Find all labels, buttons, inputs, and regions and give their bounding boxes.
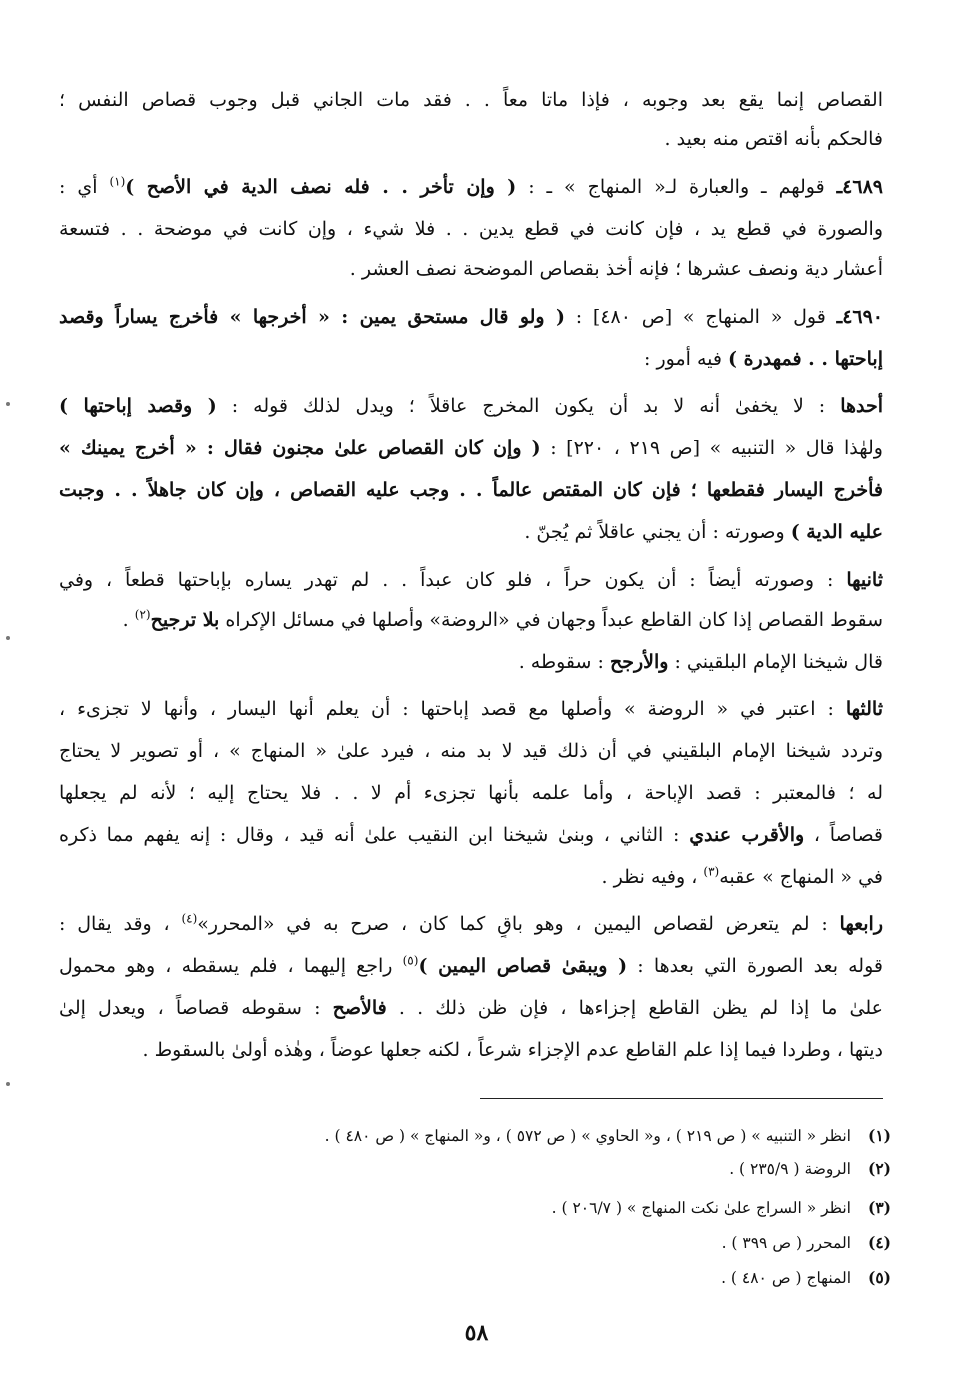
quoted-text: عليه الدية ) xyxy=(790,521,883,543)
scan-speck xyxy=(6,1082,10,1086)
text: والصورة في قطع يد ، فإن كانت في قطع يدين . . فلا شيء ، وإن كانت في موضحة . . فتسعة xyxy=(59,218,883,240)
body-line xyxy=(59,476,883,504)
text: : لم يتعرض لقصاص اليمين ، وهو باقٍ كما كان ، صرح به في «المحرر» xyxy=(197,913,840,935)
quoted-text: ( وقصد إباحتها ) xyxy=(59,395,217,417)
footnote xyxy=(251,1124,891,1148)
footnote xyxy=(251,1196,891,1220)
text: . xyxy=(122,609,135,631)
footnote-ref: (١) xyxy=(109,174,126,189)
footnote-number: (٤) xyxy=(867,1233,891,1252)
footnote-number: (١) xyxy=(867,1126,891,1145)
body-line xyxy=(59,1036,883,1064)
text: قولهم ـ والعبارة لـ« المنهاج » ـ : xyxy=(516,176,837,198)
text: : سقوطه . xyxy=(518,651,610,673)
page-number: ٥٨ xyxy=(464,1320,489,1346)
footnote-text: المنهاج ( ص ٤٨٠ ) . xyxy=(721,1269,851,1287)
footnote-number: (٢) xyxy=(867,1159,891,1178)
body-line xyxy=(59,86,883,114)
point-heading: ثالثها xyxy=(845,698,883,720)
body-line xyxy=(59,434,883,462)
body-line xyxy=(59,518,883,546)
footnote-separator xyxy=(480,1098,883,1099)
text: علىٰ ما إذا لم يظن القاطع إجزاءها ، فإن ظن ذلك . . xyxy=(386,997,883,1019)
quoted-text: ( وإن تأخر . . فله نصف الدية في الأصح ) xyxy=(125,176,517,198)
text: : اعتبر في « الروضة » وأصلها مع قصد إباحتها : أن يعلم أنها اليسار ، وأنها لا تجزىء ، xyxy=(59,698,846,720)
text: سقوط القصاص إذا كان القاطع عبداً وجهان في «الروضة» وأصلها في مسائل الإكراه xyxy=(219,609,883,631)
quoted-text: بلا ترجيح xyxy=(150,609,220,631)
scan-speck xyxy=(6,402,10,406)
keyword: والأرجح xyxy=(609,651,669,673)
point-heading: رابعها xyxy=(839,913,883,935)
body-line xyxy=(59,606,883,634)
footnote-text: المحرر ( ص ٣٩٩ ) . xyxy=(721,1234,851,1252)
point-heading: ثانيها xyxy=(846,569,883,591)
text: أعشار دية ونصف عشرها ؛ فإنه أخذ بقصاص الموضحة نصف العشر . xyxy=(349,258,883,280)
body-line xyxy=(59,566,883,594)
text: : الثاني ، وبنىٰ شيخنا ابن النقيب علىٰ أنه قيد ، وقال : إنه يفهم مما ذكره xyxy=(59,824,690,846)
text: قصاصاً ، xyxy=(804,824,883,846)
body-line xyxy=(59,994,883,1022)
footnote-number: (٣) xyxy=(867,1198,891,1217)
quoted-text: ( ولو قال مستحق يمين : « أخرجها » فأخرج يساراً وقصد xyxy=(59,306,565,328)
body-line xyxy=(59,648,883,676)
text: ، وقد يقال : xyxy=(59,913,182,935)
footnote-text: انظر « السراج علىٰ نكت المنهاج » ( ٢٠٦/٧ ) . xyxy=(551,1199,851,1217)
text: أي : xyxy=(59,176,110,198)
body-line xyxy=(59,910,883,938)
body-line xyxy=(59,255,883,283)
body-line xyxy=(59,173,883,201)
text: وصورته : أن يجني عاقلاً ثم يُجنّ . xyxy=(524,521,791,543)
text: ديتها ، وطردا فيما إذا علم القاطع عدم الإجزاء شرعاً ، لكنه جعلها عوضاً ، وهٰذه أولىٰ بالسقوط . xyxy=(142,1039,883,1061)
text: ولهٰذا قال « التنبيه » [ص ٢١٩ ، ٢٢٠] : xyxy=(540,437,883,459)
text: القصاص إنما يقع بعد وجوبه ، فإذا ماتا معاً . . فقد مات الجاني قبل وجوب قصاص النفس ؛ xyxy=(59,89,883,111)
entry-number: ٤٦٩٠ـ xyxy=(836,306,883,328)
footnote xyxy=(251,1157,891,1181)
footnote-text: الروضة ( ٢٣٥/٩ ) . xyxy=(729,1160,851,1178)
body-line xyxy=(59,779,883,807)
text: قوله بعد الصورة التي بعدها : xyxy=(627,955,883,977)
body-line xyxy=(59,215,883,243)
footnote-number: (٥) xyxy=(867,1268,891,1287)
text: له ؛ فالمعتبر : قصد الإباحة ، وأما علمه بأنها تجزىء أم لا . . فلا يحتاج إليه ؛ لأنه لم يجعلها xyxy=(59,782,883,804)
footnote xyxy=(251,1266,891,1290)
body-line xyxy=(59,695,883,723)
quoted-text: فأخرج اليسار فقطعها ؛ فإن كان المقتص عالماً . . وجب عليه القصاص ، وإن كان جاهلاً . . وجبت xyxy=(59,479,883,501)
footnote-text: انظر « التنبيه » ( ص ٢١٩ ) ، و« الحاوي » ( ص ٥٧٢ ) ، و« المنهاج » ( ص ٤٨٠ ) . xyxy=(324,1127,851,1145)
text: قول « المنهاج » [ص ٤٨٠] : xyxy=(564,306,837,328)
body-line xyxy=(59,392,883,420)
footnote-ref: (٤) xyxy=(181,911,198,926)
keyword: فالأصح xyxy=(332,997,387,1019)
text: في « المنهاج » عقبه xyxy=(719,866,883,888)
footnote xyxy=(251,1231,891,1255)
text: قال شيخنا الإمام البلقيني : xyxy=(668,651,883,673)
body-line xyxy=(59,863,883,891)
text: راجع إليهما ، فلم يسقطه ، وهو محمول xyxy=(59,955,403,977)
footnote-ref: (٢) xyxy=(134,607,151,622)
quoted-text: ( ويبقىٰ قصاص اليمين ) xyxy=(418,955,628,977)
footnote-ref: (٣) xyxy=(703,864,720,879)
quoted-text: إباحتها . . فمهدرة ) xyxy=(728,348,883,370)
text: وتردد شيخنا الإمام البلقيني في أن ذلك قيد لا بد منه ، فيرد علىٰ « المنهاج » ، أو تصوير لا يحتاج xyxy=(59,740,883,762)
body-line xyxy=(59,345,883,373)
body-line xyxy=(59,125,883,153)
text: فالحكم بأنه اقتص منه بعيد . xyxy=(664,128,883,150)
body-line xyxy=(59,952,883,980)
text: : سقوطه قصاصاً ، ويعدل إلىٰ xyxy=(59,997,333,1019)
scan-speck xyxy=(6,636,10,640)
body-line xyxy=(59,821,883,849)
text: ، وفيه نظر . xyxy=(601,866,704,888)
text: : وصورته أيضاً : أن يكون حراً ، فلو كان عبداً . . لم تهدر يساره بإباحتها قطعاً ، وفي xyxy=(59,569,847,591)
entry-number: ٤٦٨٩ـ xyxy=(836,176,883,198)
text: : لا يخفىٰ أنه لا بد أن يكون المخرج عاقلاً ؛ ويدل لذلك قوله : xyxy=(216,395,841,417)
footnote-ref: (٥) xyxy=(402,953,419,968)
text: فيه أمور : xyxy=(644,348,728,370)
point-heading: أحدها xyxy=(840,395,883,417)
quoted-text: ( وإن كان القصاص علىٰ مجنون فقال : « أخرج يمينك » xyxy=(59,437,541,459)
body-line xyxy=(59,737,883,765)
body-line xyxy=(59,303,883,331)
keyword: والأقرب عندي xyxy=(689,824,805,846)
